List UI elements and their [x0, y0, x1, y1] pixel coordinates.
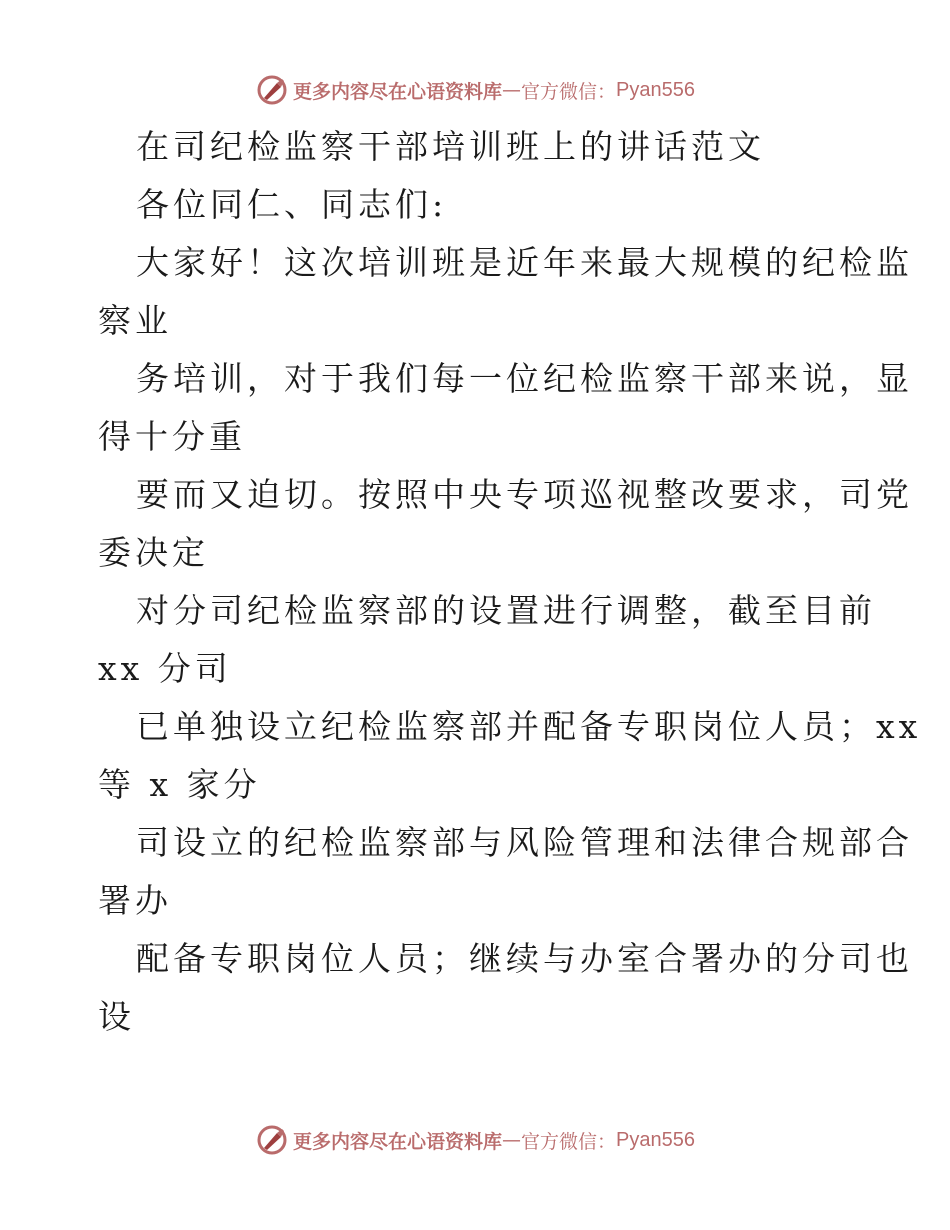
banner-site-text: 更多内容尽在心语资料库	[293, 1130, 503, 1153]
paragraph-line: 委决定	[98, 533, 209, 572]
pen-nib-logo-icon	[255, 73, 289, 107]
paragraph-line: 得十分重	[98, 417, 246, 456]
paragraph-line: 务培训，对于我们每一位纪检监察干部来说，显	[136, 359, 913, 398]
paragraph-line: 要而又迫切。按照中央专项巡视整改要求，司党	[136, 475, 913, 514]
salutation: 各位同仁、同志们:	[136, 185, 448, 224]
paragraph-line: 已单独设立纪检监察部并配备专职岗位人员；xx	[136, 707, 922, 746]
banner-separator: —	[502, 1129, 522, 1151]
paragraph-line: xx 分司	[98, 649, 232, 688]
paragraph-line: 大家好！这次培训班是近年来最大规模的纪检监	[136, 243, 913, 282]
paragraph-line: 司设立的纪检监察部与风险管理和法律合规部合	[136, 823, 913, 862]
pen-nib-logo-icon	[255, 1123, 289, 1157]
paragraph-line: 对分司纪检监察部的设置进行调整，截至目前	[136, 591, 876, 630]
banner-wechat-id: Pyan556	[616, 1128, 695, 1151]
banner-wechat-label: 官方微信：	[521, 1130, 617, 1153]
paragraph-line: 等 x 家分	[98, 765, 261, 804]
paragraph-line: 署办	[98, 881, 172, 920]
banner-separator: —	[502, 79, 522, 101]
banner-wechat-label: 官方微信：	[521, 80, 617, 103]
document-body	[98, 118, 922, 1046]
banner-wechat-id: Pyan556	[616, 78, 695, 101]
header-banner	[0, 70, 950, 110]
banner-site-text: 更多内容尽在心语资料库	[293, 80, 503, 103]
paragraph-line: 察业	[98, 301, 172, 340]
footer-banner	[0, 1120, 950, 1160]
document-title: 在司纪检监察干部培训班上的讲话范文	[136, 127, 765, 166]
paragraph-line: 配备专职岗位人员；继续与办室合署办的分司也	[136, 939, 913, 978]
paragraph-line: 设	[98, 997, 135, 1036]
